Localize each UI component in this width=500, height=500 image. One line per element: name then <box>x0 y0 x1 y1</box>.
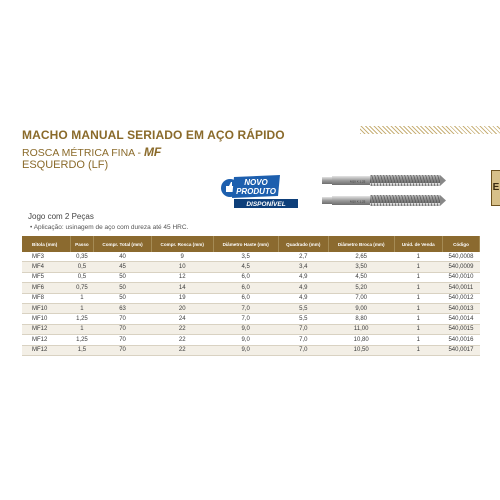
taps-product-image <box>320 173 450 213</box>
table-cell: 6,0 <box>213 293 278 303</box>
table-cell: 5,20 <box>328 283 394 293</box>
table-cell: 6,0 <box>213 272 278 282</box>
table-cell: 9,0 <box>213 324 278 334</box>
table-cell: 9,00 <box>328 303 394 313</box>
table-cell: 7,0 <box>278 335 328 345</box>
table-cell: MF10 <box>22 314 70 324</box>
table-body <box>22 252 480 355</box>
table-cell: MF5 <box>22 272 70 282</box>
table-cell: MF6 <box>22 283 70 293</box>
table-cell: 8,80 <box>328 314 394 324</box>
table-cell: 1 <box>394 252 442 262</box>
subtitle-code: MF <box>143 145 162 159</box>
table-cell: 3,5 <box>213 252 278 262</box>
table-cell: 9,0 <box>213 345 278 355</box>
table-cell: 0,35 <box>70 252 94 262</box>
table-cell: 7,0 <box>213 314 278 324</box>
table-cell: 0,5 <box>70 272 94 282</box>
table-cell: 3,50 <box>328 262 394 272</box>
table-cell: 2,7 <box>278 252 328 262</box>
table-cell: 40 <box>94 252 152 262</box>
table-cell: 5,5 <box>278 303 328 313</box>
table-row <box>22 262 480 272</box>
set-info: Jogo com 2 Peças <box>28 212 94 221</box>
table-cell: 4,5 <box>213 262 278 272</box>
table-cell: MF8 <box>22 293 70 303</box>
table-cell: 70 <box>94 324 152 334</box>
table-header-cell: Unid. de Venda <box>394 236 442 252</box>
table-cell: 1 <box>394 283 442 293</box>
table-header-cell: Diâmetro Broca (mm) <box>328 236 394 252</box>
table-cell: 1 <box>70 324 94 334</box>
svg-text:M10 X 1.25: M10 X 1.25 <box>350 179 366 184</box>
table-cell: 540,0009 <box>442 262 479 272</box>
table-header-cell: Compr. Total (mm) <box>94 236 152 252</box>
table-cell: 540,0015 <box>442 324 479 334</box>
table-cell: 11,00 <box>328 324 394 334</box>
table-header-cell: Quadrado (mm) <box>278 236 328 252</box>
table-header-cell: Passo <box>70 236 94 252</box>
table-cell: 540,0013 <box>442 303 479 313</box>
table-cell: 10 <box>151 262 213 272</box>
table-cell: 7,0 <box>213 303 278 313</box>
table-row <box>22 252 480 262</box>
tap-1 <box>322 175 446 186</box>
product-subtitle-2: ESQUERDO (LF) <box>22 159 109 171</box>
table-cell: MF4 <box>22 262 70 272</box>
table-row <box>22 303 480 313</box>
table-cell: 10,80 <box>328 335 394 345</box>
product-title: MACHO MANUAL SERIADO EM AÇO RÁPIDO <box>22 128 285 142</box>
table-cell: 0,75 <box>70 283 94 293</box>
table-cell: MF3 <box>22 252 70 262</box>
table-cell: 70 <box>94 345 152 355</box>
table-cell: 1,25 <box>70 314 94 324</box>
table-cell: 4,9 <box>278 283 328 293</box>
table-cell: 540,0014 <box>442 314 479 324</box>
table-cell: MF12 <box>22 335 70 345</box>
table-cell: 7,00 <box>328 293 394 303</box>
table-cell: 7,0 <box>278 345 328 355</box>
table-cell: 2,65 <box>328 252 394 262</box>
table-cell: 50 <box>94 272 152 282</box>
table-cell: 540,0017 <box>442 345 479 355</box>
table-header-cell: Compr. Rosca (mm) <box>151 236 213 252</box>
table-row <box>22 335 480 345</box>
table-row <box>22 283 480 293</box>
table-cell: 1 <box>394 335 442 345</box>
table-cell: 1 <box>394 345 442 355</box>
table-cell: 540,0008 <box>442 252 479 262</box>
table-cell: 4,9 <box>278 293 328 303</box>
table-cell: 70 <box>94 314 152 324</box>
table-cell: 1 <box>394 262 442 272</box>
application-info: • Aplicação: usinagem de aço com dureza até 45 HRC. <box>30 224 189 231</box>
table-cell: 1 <box>394 293 442 303</box>
table-cell: 6,0 <box>213 283 278 293</box>
table-cell: 5,5 <box>278 314 328 324</box>
table-cell: 1 <box>394 303 442 313</box>
table-cell: 9,0 <box>213 335 278 345</box>
table-cell: 540,0010 <box>442 272 479 282</box>
table-cell: 3,4 <box>278 262 328 272</box>
table-cell: 70 <box>94 335 152 345</box>
table-cell: 63 <box>94 303 152 313</box>
table-cell: MF12 <box>22 345 70 355</box>
table-row <box>22 345 480 355</box>
table-cell: 4,50 <box>328 272 394 282</box>
table-cell: 50 <box>94 283 152 293</box>
table-cell: 1,5 <box>70 345 94 355</box>
table-cell: 1 <box>394 314 442 324</box>
product-subtitle <box>22 145 161 159</box>
table-cell: 1 <box>394 272 442 282</box>
table-header-cell: Bitola (mm) <box>22 236 70 252</box>
table-header-cell: Diâmetro Haste (mm) <box>213 236 278 252</box>
table-cell: 20 <box>151 303 213 313</box>
table-cell: 14 <box>151 283 213 293</box>
new-product-badge <box>220 172 312 210</box>
table-cell: 22 <box>151 324 213 334</box>
table-cell: 45 <box>94 262 152 272</box>
specs-table <box>22 236 480 356</box>
table-cell: 540,0016 <box>442 335 479 345</box>
side-tab-badge: E <box>491 170 500 206</box>
table-cell: 540,0011 <box>442 283 479 293</box>
table-cell: 0,5 <box>70 262 94 272</box>
table-cell: 10,50 <box>328 345 394 355</box>
table-cell: 1 <box>70 293 94 303</box>
badge-line3: DISPONÍVEL <box>246 201 286 208</box>
table-row <box>22 293 480 303</box>
table-cell: 24 <box>151 314 213 324</box>
table-cell: 4,9 <box>278 272 328 282</box>
table-row <box>22 314 480 324</box>
table-cell: 22 <box>151 335 213 345</box>
table-cell: MF12 <box>22 324 70 334</box>
table-cell: 12 <box>151 272 213 282</box>
svg-text:M10 X 1.25: M10 X 1.25 <box>350 199 366 204</box>
table-cell: 1 <box>70 303 94 313</box>
table-row <box>22 324 480 334</box>
table-cell: 50 <box>94 293 152 303</box>
tap-2 <box>322 195 446 206</box>
table-cell: 1 <box>394 324 442 334</box>
table-row <box>22 272 480 282</box>
subtitle-prefix: ROSCA MÉTRICA FINA - <box>22 147 144 159</box>
table-cell: 540,0012 <box>442 293 479 303</box>
table-cell: 22 <box>151 345 213 355</box>
badge-line2: PRODUTO <box>236 187 276 196</box>
decorative-hatch <box>360 126 500 134</box>
table-header-row <box>22 236 480 252</box>
table-header-cell: Código <box>442 236 479 252</box>
table-cell: MF10 <box>22 303 70 313</box>
table-cell: 1,25 <box>70 335 94 345</box>
table-cell: 7,0 <box>278 324 328 334</box>
table-cell: 9 <box>151 252 213 262</box>
badge-line1: NOVO <box>244 178 268 187</box>
table-cell: 19 <box>151 293 213 303</box>
